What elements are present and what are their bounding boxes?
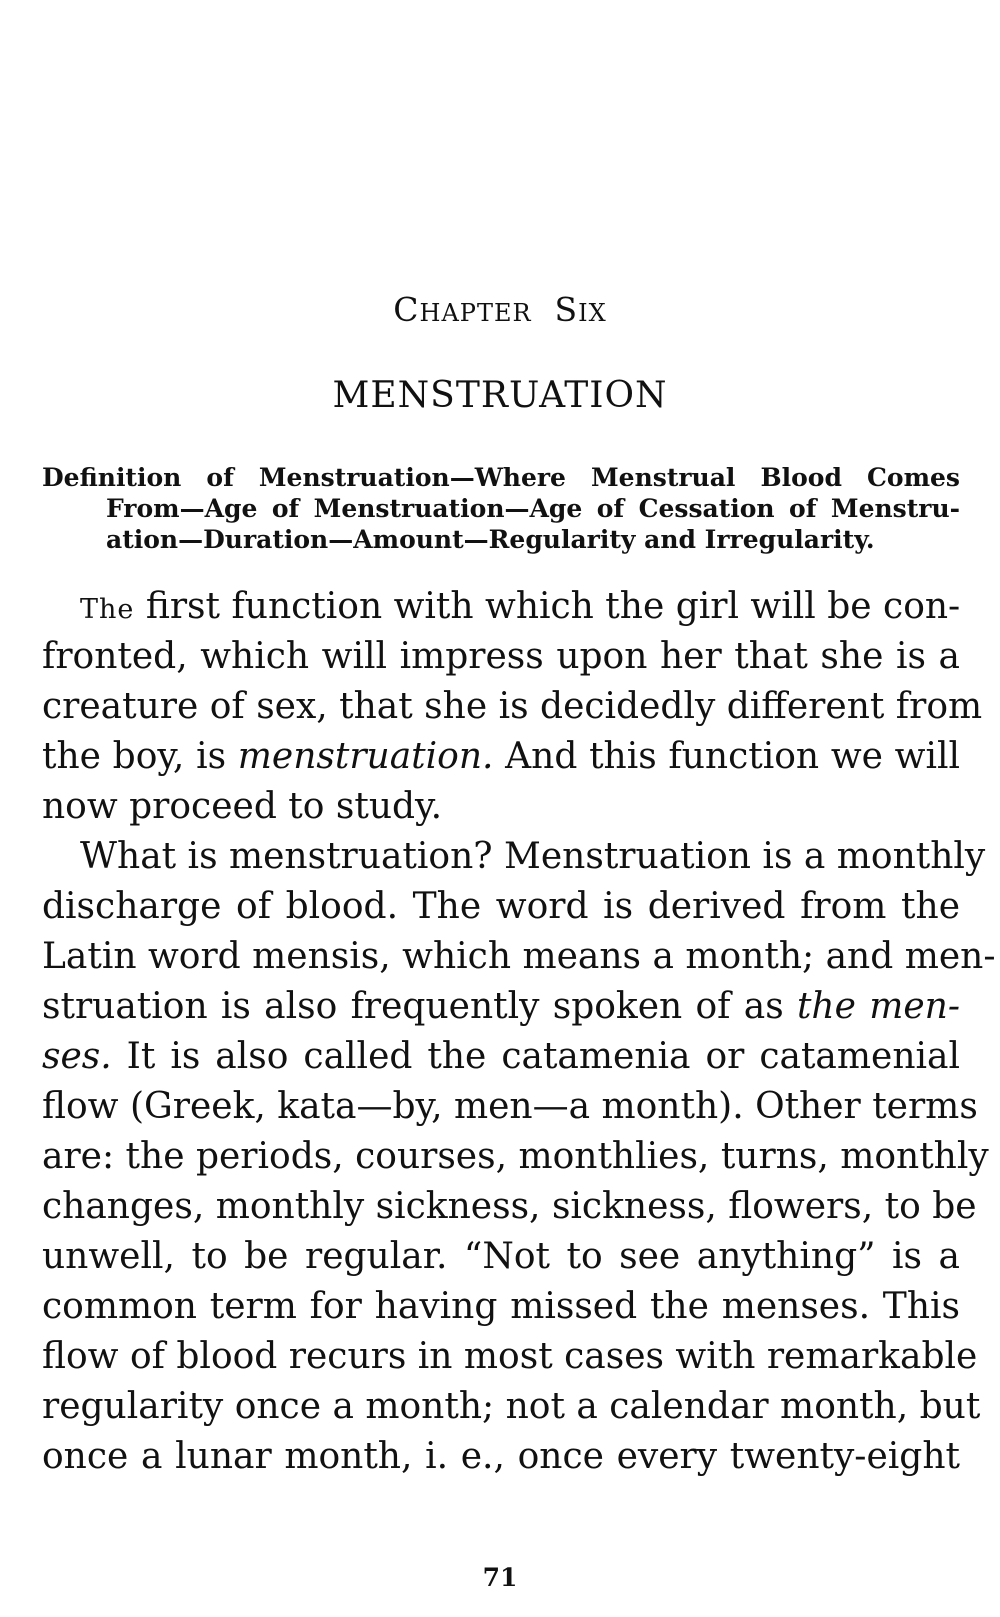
text-line: struation is also frequently spoken of as the men- <box>42 986 960 1027</box>
text-line: creature of sex, that she is decidedly different from <box>42 686 983 727</box>
text-line: discharge of blood. The word is derived from the <box>42 886 960 927</box>
text-line: regularity once a month; not a calendar month, but <box>42 1386 981 1427</box>
text-line: now proceed to study. <box>42 786 443 827</box>
page-number: 71 <box>482 1563 518 1592</box>
text-line: ses. It is also called the catamenia or catamenial <box>42 1036 960 1077</box>
text-line: What is menstruation? Menstruation is a monthly <box>80 836 986 877</box>
text-line: unwell, to be regular. “Not to see anything” is a <box>42 1236 960 1277</box>
emphasis-menstruation: menstruation. <box>237 736 494 777</box>
paragraph-lead-word: The <box>80 594 135 625</box>
text-line: are: the periods, courses, monthlies, turns, monthly <box>42 1136 989 1177</box>
body-text <box>42 582 996 1482</box>
text-line: common term for having missed the menses. This <box>42 1286 960 1327</box>
chapter-number-word: SIX <box>554 290 607 329</box>
synopsis-line: Definition of Menstruation—Where Menstrual Blood Comes <box>42 463 960 492</box>
text-line: flow of blood recurs in most cases with remarkable <box>42 1336 978 1377</box>
text-line: changes, monthly sickness, sickness, flowers, to be <box>42 1186 977 1227</box>
text-line: once a lunar month, i. e., once every twenty-eight <box>42 1436 960 1477</box>
chapter-title: MENSTRUATION <box>332 375 668 416</box>
text-line: The first function with which the girl will be con- <box>80 586 961 627</box>
synopsis-line: ation—Duration—Amount—Regularity and Irregularity. <box>106 525 875 554</box>
paragraph-2 <box>42 832 996 1482</box>
emphasis-the-menses: the men- <box>796 986 960 1027</box>
text-line: fronted, which will impress upon her that she is a <box>42 636 960 677</box>
text-line: Latin word mensis, which means a month; and men- <box>42 936 996 977</box>
chapter-synopsis <box>42 462 960 555</box>
text-line: flow (Greek, kata—by, men—a month). Other terms <box>42 1086 978 1127</box>
chapter-label <box>0 290 1000 329</box>
text-line: the boy, is menstruation. And this function we will <box>42 736 960 777</box>
paragraph-1 <box>42 582 983 832</box>
emphasis-ses: ses. <box>42 1036 112 1077</box>
synopsis-line: From—Age of Menstruation—Age of Cessation of Menstru- <box>106 494 960 523</box>
chapter-word: CHAPTER <box>393 290 532 329</box>
